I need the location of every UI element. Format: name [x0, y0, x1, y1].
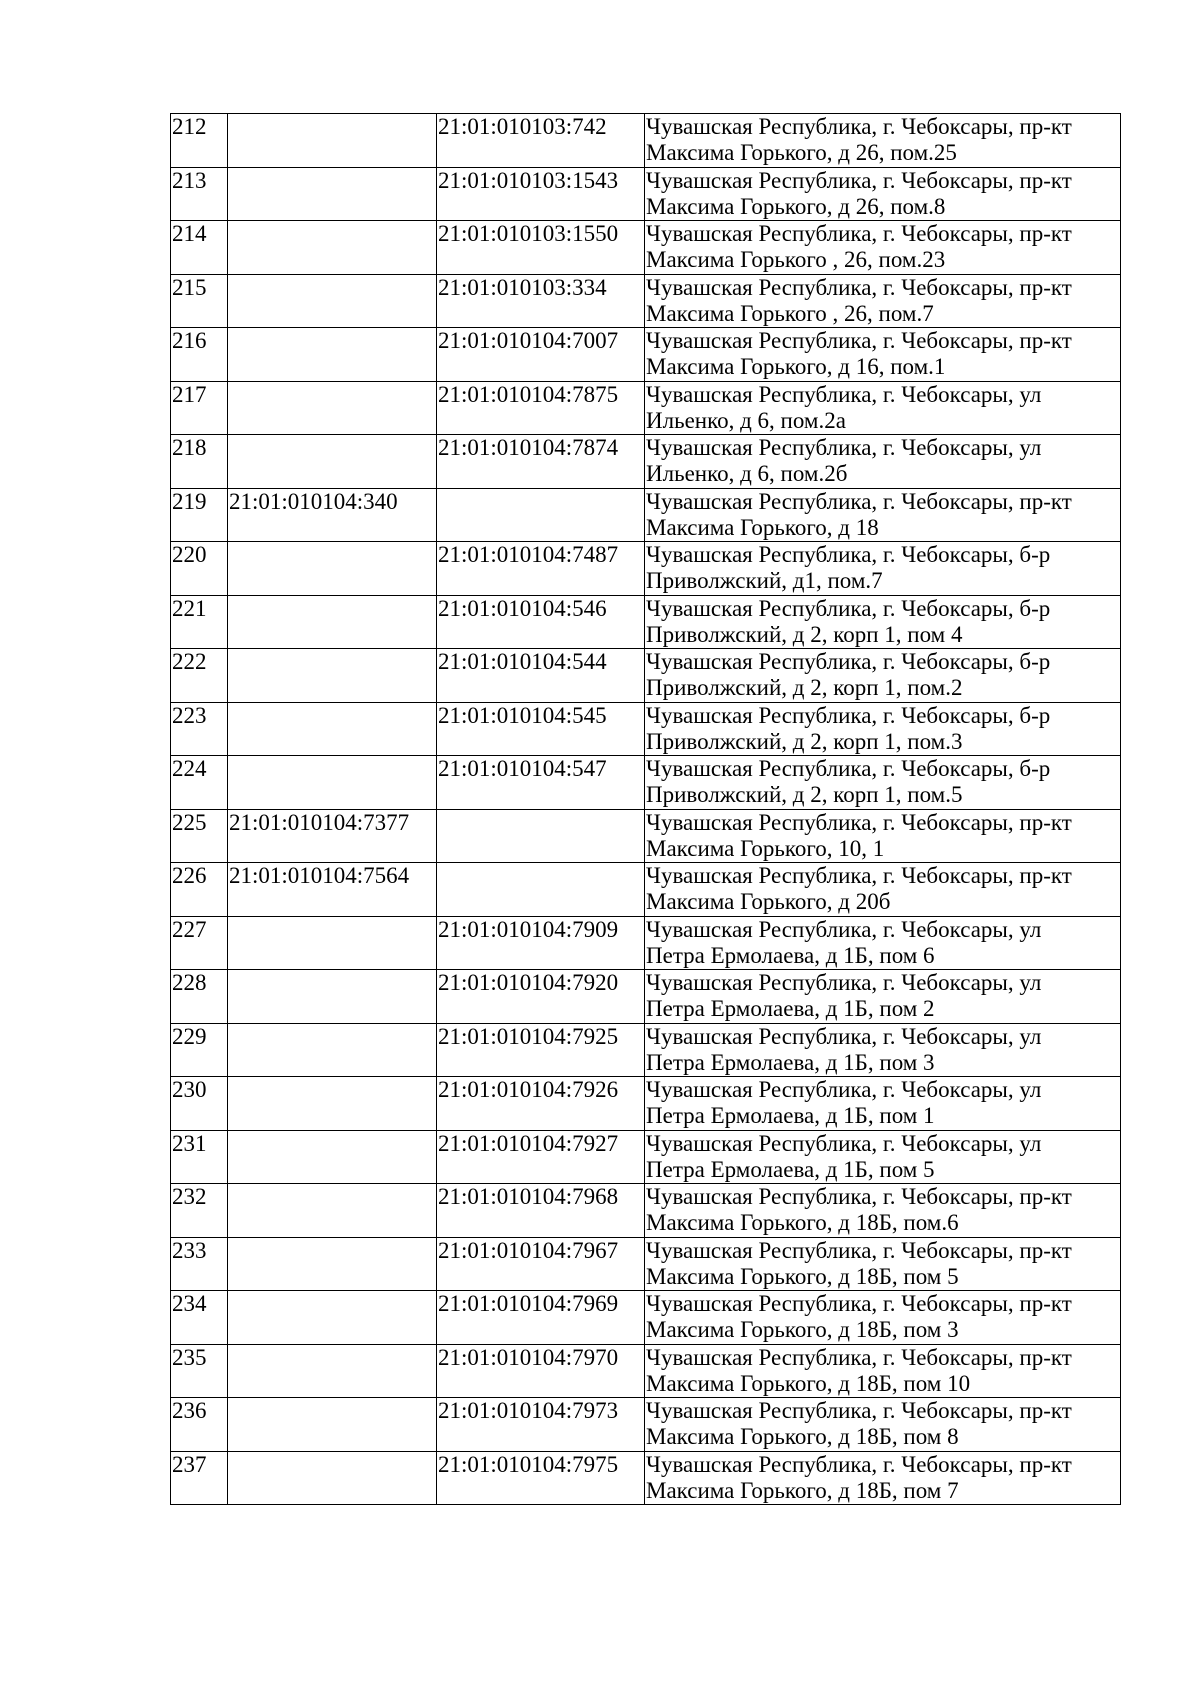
- row-number-cell: 221: [171, 595, 228, 649]
- cadastral-object-cell: 21:01:010104:7970: [437, 1344, 645, 1398]
- address-cell: [645, 435, 1121, 489]
- table-row: [171, 1344, 1121, 1398]
- address-line-2: Приволжский, д 2, корп 1, пом.2: [646, 675, 963, 700]
- address-line-2: Петра Ермолаева, д 1Б, пом 5: [646, 1156, 935, 1182]
- cadastral-land-cell: [228, 970, 437, 1024]
- address-line-2: Ильенко, д 6, пом.2б: [646, 461, 848, 486]
- address-cell: [645, 114, 1121, 168]
- row-number-cell: 223: [171, 702, 228, 756]
- cadastral-land-cell: [228, 1077, 437, 1131]
- address-line-1: Чувашская Республика, г. Чебоксары, пр-кт: [646, 328, 1072, 353]
- address-cell: [645, 221, 1121, 275]
- address-cell: [645, 970, 1121, 1024]
- cadastral-land-cell: [228, 595, 437, 649]
- table-row: [171, 1291, 1121, 1345]
- cadastral-land-cell: [228, 916, 437, 970]
- cadastral-land-cell: [228, 1237, 437, 1291]
- table-row: [171, 863, 1121, 917]
- cadastral-land-cell: [228, 274, 437, 328]
- cadastral-land-cell: [228, 114, 437, 168]
- cadastral-object-cell: 21:01:010104:546: [437, 595, 645, 649]
- address-line-2: Петра Ермолаева, д 1Б, пом 6: [646, 942, 935, 968]
- address-cell: [645, 1130, 1121, 1184]
- row-number-cell: 216: [171, 328, 228, 382]
- address-line-1: Чувашская Республика, г. Чебоксары, пр-кт: [646, 809, 1072, 835]
- table-row: [171, 328, 1121, 382]
- table-row: [171, 1184, 1121, 1238]
- row-number-cell: 219: [171, 488, 228, 542]
- cadastral-object-cell: 21:01:010104:7925: [437, 1023, 645, 1077]
- cadastral-land-cell: [228, 1130, 437, 1184]
- address-cell: [645, 381, 1121, 435]
- address-line-2: Максима Горького, д 26, пом.8: [646, 193, 946, 219]
- table-row: [171, 1077, 1121, 1131]
- address-cell: [645, 916, 1121, 970]
- row-number-cell: 214: [171, 221, 228, 275]
- cadastral-object-cell: 21:01:010104:547: [437, 756, 645, 810]
- cadastral-object-cell: 21:01:010104:544: [437, 649, 645, 703]
- cadastral-land-cell: 21:01:010104:7377: [228, 809, 437, 863]
- table-row: [171, 970, 1121, 1024]
- row-number-cell: 229: [171, 1023, 228, 1077]
- cadastral-object-cell: [437, 488, 645, 542]
- cadastral-land-cell: [228, 756, 437, 810]
- address-line-1: Чувашская Республика, г. Чебоксары, б-р: [646, 649, 1051, 674]
- row-number-cell: 212: [171, 114, 228, 168]
- address-line-1: Чувашская Республика, г. Чебоксары, пр-кт: [646, 1237, 1072, 1263]
- address-line-2: Максима Горького, д 18Б, пом 7: [646, 1477, 959, 1503]
- address-line-2: Максима Горького, д 18: [646, 514, 879, 540]
- cadastral-land-cell: [228, 381, 437, 435]
- address-cell: [645, 274, 1121, 328]
- address-line-1: Чувашская Республика, г. Чебоксары, б-р: [646, 756, 1051, 781]
- cadastral-object-cell: 21:01:010104:7920: [437, 970, 645, 1024]
- cadastral-land-cell: [228, 649, 437, 703]
- cadastral-object-cell: 21:01:010103:1543: [437, 167, 645, 221]
- address-line-2: Максима Горького, д 18Б, пом 8: [646, 1424, 959, 1449]
- row-number-cell: 231: [171, 1130, 228, 1184]
- cadastral-land-cell: [228, 1451, 437, 1505]
- row-number-cell: 213: [171, 167, 228, 221]
- table-row: [171, 114, 1121, 168]
- cadastral-object-cell: 21:01:010104:545: [437, 702, 645, 756]
- cadastral-object-cell: 21:01:010104:7967: [437, 1237, 645, 1291]
- address-line-1: Чувашская Республика, г. Чебоксары, пр-кт: [646, 1398, 1072, 1423]
- cadastral-object-cell: 21:01:010104:7874: [437, 435, 645, 489]
- cadastral-object-cell: 21:01:010104:7968: [437, 1184, 645, 1238]
- cadastral-land-cell: [228, 1184, 437, 1238]
- address-line-1: Чувашская Республика, г. Чебоксары, пр-кт: [646, 488, 1072, 514]
- address-line-1: Чувашская Республика, г. Чебоксары, ул: [646, 970, 1042, 995]
- table-row: [171, 167, 1121, 221]
- address-line-2: Приволжский, д 2, корп 1, пом.5: [646, 782, 963, 807]
- address-cell: [645, 1237, 1121, 1291]
- row-number-cell: 236: [171, 1398, 228, 1452]
- table-row: [171, 1130, 1121, 1184]
- table-row: [171, 488, 1121, 542]
- address-line-1: Чувашская Республика, г. Чебоксары, б-р: [646, 595, 1051, 621]
- row-number-cell: 218: [171, 435, 228, 489]
- table-row: [171, 381, 1121, 435]
- cadastral-land-cell: [228, 435, 437, 489]
- cadastral-object-cell: 21:01:010103:334: [437, 274, 645, 328]
- cadastral-land-cell: [228, 167, 437, 221]
- address-cell: [645, 1023, 1121, 1077]
- cadastral-object-cell: 21:01:010104:7007: [437, 328, 645, 382]
- cadastral-object-cell: [437, 809, 645, 863]
- address-line-1: Чувашская Республика, г. Чебоксары, пр-кт: [646, 1451, 1072, 1477]
- address-line-2: Максима Горького, д 18Б, пом 10: [646, 1370, 971, 1396]
- address-line-2: Максима Горького, д 18Б, пом.6: [646, 1210, 959, 1235]
- address-line-2: Петра Ермолаева, д 1Б, пом 3: [646, 1049, 935, 1075]
- cadastral-object-cell: 21:01:010104:7973: [437, 1398, 645, 1452]
- address-line-2: Приволжский, д 2, корп 1, пом.3: [646, 728, 963, 754]
- address-cell: [645, 702, 1121, 756]
- address-line-1: Чувашская Республика, г. Чебоксары, пр-кт: [646, 114, 1072, 139]
- address-line-1: Чувашская Республика, г. Чебоксары, ул: [646, 1023, 1042, 1049]
- address-line-1: Чувашская Республика, г. Чебоксары, б-р: [646, 542, 1051, 567]
- cadastral-object-cell: 21:01:010104:7926: [437, 1077, 645, 1131]
- row-number-cell: 222: [171, 649, 228, 703]
- cadastral-land-cell: [228, 1023, 437, 1077]
- address-line-1: Чувашская Республика, г. Чебоксары, пр-кт: [646, 1184, 1072, 1209]
- cadastral-land-cell: [228, 702, 437, 756]
- address-line-1: Чувашская Республика, г. Чебоксары, пр-кт: [646, 1344, 1072, 1370]
- row-number-cell: 217: [171, 381, 228, 435]
- address-cell: [645, 756, 1121, 810]
- cadastral-object-cell: 21:01:010104:7975: [437, 1451, 645, 1505]
- address-line-2: Максима Горького, д 16, пом.1: [646, 354, 946, 379]
- address-line-2: Приволжский, д 2, корп 1, пом 4: [646, 621, 963, 647]
- cadastral-land-cell: 21:01:010104:340: [228, 488, 437, 542]
- cadastral-land-cell: 21:01:010104:7564: [228, 863, 437, 917]
- table-row: [171, 221, 1121, 275]
- cadastral-land-cell: [228, 1398, 437, 1452]
- cadastral-object-cell: 21:01:010104:7969: [437, 1291, 645, 1345]
- row-number-cell: 220: [171, 542, 228, 596]
- row-number-cell: 235: [171, 1344, 228, 1398]
- table-row: [171, 916, 1121, 970]
- address-cell: [645, 809, 1121, 863]
- property-table: [170, 113, 1121, 1505]
- address-cell: [645, 1291, 1121, 1345]
- property-table-body: [171, 114, 1121, 1505]
- cadastral-land-cell: [228, 221, 437, 275]
- table-row: [171, 649, 1121, 703]
- cadastral-object-cell: [437, 863, 645, 917]
- row-number-cell: 224: [171, 756, 228, 810]
- row-number-cell: 228: [171, 970, 228, 1024]
- cadastral-object-cell: 21:01:010104:7909: [437, 916, 645, 970]
- address-cell: [645, 1451, 1121, 1505]
- address-cell: [645, 863, 1121, 917]
- address-line-2: Максима Горького, д 18Б, пом 5: [646, 1263, 959, 1289]
- table-row: [171, 1451, 1121, 1505]
- address-line-1: Чувашская Республика, г. Чебоксары, пр-кт: [646, 221, 1072, 246]
- row-number-cell: 227: [171, 916, 228, 970]
- table-row: [171, 435, 1121, 489]
- table-row: [171, 756, 1121, 810]
- cadastral-object-cell: 21:01:010104:7927: [437, 1130, 645, 1184]
- address-cell: [645, 1184, 1121, 1238]
- address-line-1: Чувашская Республика, г. Чебоксары, б-р: [646, 702, 1051, 728]
- address-line-1: Чувашская Республика, г. Чебоксары, пр-кт: [646, 863, 1072, 888]
- table-row: [171, 542, 1121, 596]
- address-cell: [645, 1344, 1121, 1398]
- address-line-2: Максима Горького , 26, пом.7: [646, 300, 934, 326]
- address-line-1: Чувашская Республика, г. Чебоксары, ул: [646, 916, 1042, 942]
- cadastral-object-cell: 21:01:010104:7487: [437, 542, 645, 596]
- row-number-cell: 233: [171, 1237, 228, 1291]
- address-line-2: Максима Горького, д 20б: [646, 889, 891, 914]
- cadastral-land-cell: [228, 328, 437, 382]
- address-line-1: Чувашская Республика, г. Чебоксары, пр-кт: [646, 167, 1072, 193]
- address-cell: [645, 649, 1121, 703]
- address-cell: [645, 328, 1121, 382]
- table-row: [171, 274, 1121, 328]
- address-line-1: Чувашская Республика, г. Чебоксары, пр-кт: [646, 1291, 1072, 1316]
- cadastral-object-cell: 21:01:010103:1550: [437, 221, 645, 275]
- table-row: [171, 809, 1121, 863]
- address-line-2: Максима Горького, д 18Б, пом 3: [646, 1317, 959, 1342]
- cadastral-object-cell: 21:01:010104:7875: [437, 381, 645, 435]
- address-line-2: Приволжский, д1, пом.7: [646, 568, 883, 593]
- address-line-1: Чувашская Республика, г. Чебоксары, ул: [646, 381, 1042, 407]
- address-line-1: Чувашская Республика, г. Чебоксары, ул: [646, 1130, 1042, 1156]
- address-line-1: Чувашская Республика, г. Чебоксары, пр-кт: [646, 274, 1072, 300]
- address-line-1: Чувашская Республика, г. Чебоксары, ул: [646, 1077, 1042, 1102]
- cadastral-land-cell: [228, 542, 437, 596]
- address-cell: [645, 488, 1121, 542]
- row-number-cell: 230: [171, 1077, 228, 1131]
- table-row: [171, 595, 1121, 649]
- row-number-cell: 215: [171, 274, 228, 328]
- address-line-2: Петра Ермолаева, д 1Б, пом 1: [646, 1103, 935, 1128]
- address-line-2: Максима Горького, 10, 1: [646, 835, 885, 861]
- address-line-2: Ильенко, д 6, пом.2а: [646, 407, 846, 433]
- cadastral-land-cell: [228, 1291, 437, 1345]
- cadastral-object-cell: 21:01:010103:742: [437, 114, 645, 168]
- address-line-2: Петра Ермолаева, д 1Б, пом 2: [646, 996, 935, 1021]
- address-line-2: Максима Горького , 26, пом.23: [646, 247, 946, 272]
- table-row: [171, 1398, 1121, 1452]
- row-number-cell: 226: [171, 863, 228, 917]
- table-row: [171, 1237, 1121, 1291]
- address-cell: [645, 1077, 1121, 1131]
- row-number-cell: 232: [171, 1184, 228, 1238]
- address-cell: [645, 167, 1121, 221]
- address-line-1: Чувашская Республика, г. Чебоксары, ул: [646, 435, 1042, 460]
- cadastral-land-cell: [228, 1344, 437, 1398]
- table-row: [171, 1023, 1121, 1077]
- row-number-cell: 237: [171, 1451, 228, 1505]
- row-number-cell: 225: [171, 809, 228, 863]
- address-line-2: Максима Горького, д 26, пом.25: [646, 140, 957, 165]
- address-cell: [645, 595, 1121, 649]
- address-cell: [645, 1398, 1121, 1452]
- address-cell: [645, 542, 1121, 596]
- row-number-cell: 234: [171, 1291, 228, 1345]
- table-row: [171, 702, 1121, 756]
